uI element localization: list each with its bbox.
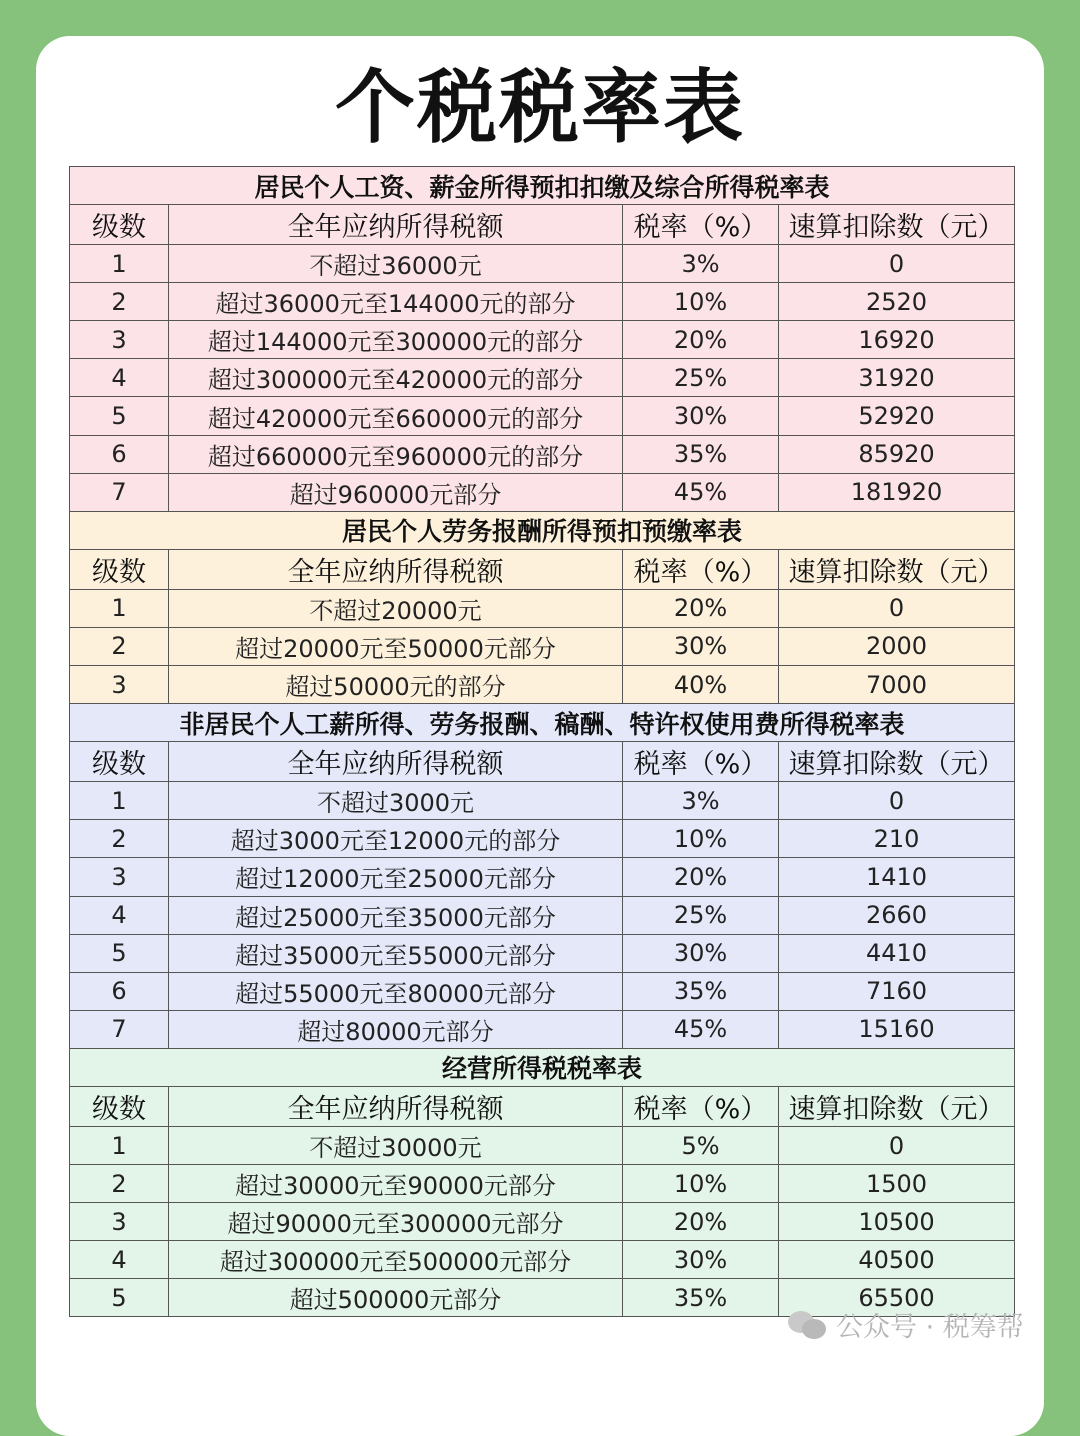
deduction-cell: 1410 xyxy=(779,858,1015,896)
header-amount: 全年应纳所得税额 xyxy=(169,549,623,589)
rate-cell: 35% xyxy=(623,972,779,1010)
header-deduction: 速算扣除数（元） xyxy=(779,205,1015,245)
header-level: 级数 xyxy=(70,742,169,782)
table-row xyxy=(70,934,1015,972)
amount-cell: 超过3000元至12000元的部分 xyxy=(169,820,623,858)
amount-cell: 超过55000元至80000元部分 xyxy=(169,972,623,1010)
header-rate: 税率（%） xyxy=(623,205,779,245)
deduction-cell: 0 xyxy=(779,782,1015,820)
header-deduction: 速算扣除数（元） xyxy=(779,742,1015,782)
section-title-row xyxy=(70,704,1015,742)
table-row xyxy=(70,1203,1015,1241)
level-cell: 3 xyxy=(70,666,169,704)
deduction-cell: 7000 xyxy=(779,666,1015,704)
section-title-row xyxy=(70,167,1015,205)
deduction-cell: 4410 xyxy=(779,934,1015,972)
header-level: 级数 xyxy=(70,1086,169,1126)
level-cell: 1 xyxy=(70,245,169,283)
watermark xyxy=(788,1304,1024,1344)
amount-cell: 超过36000元至144000元的部分 xyxy=(169,283,623,321)
section-title-row xyxy=(70,1048,1015,1086)
section-title: 经营所得税税率表 xyxy=(70,1048,1015,1086)
header-rate: 税率（%） xyxy=(623,1086,779,1126)
amount-cell: 超过300000元至420000元的部分 xyxy=(169,359,623,397)
rate-cell: 35% xyxy=(623,1279,779,1317)
amount-cell: 超过12000元至25000元部分 xyxy=(169,858,623,896)
deduction-cell: 1500 xyxy=(779,1165,1015,1203)
deduction-cell: 85920 xyxy=(779,435,1015,473)
deduction-cell: 0 xyxy=(779,1126,1015,1164)
amount-cell: 超过300000元至500000元部分 xyxy=(169,1241,623,1279)
rate-cell: 20% xyxy=(623,858,779,896)
rate-cell: 25% xyxy=(623,896,779,934)
level-cell: 1 xyxy=(70,782,169,820)
level-cell: 4 xyxy=(70,1241,169,1279)
table-header-row xyxy=(70,742,1015,782)
rate-cell: 3% xyxy=(623,245,779,283)
table-row xyxy=(70,397,1015,435)
section-title: 居民个人工资、薪金所得预扣扣缴及综合所得税率表 xyxy=(70,167,1015,205)
level-cell: 2 xyxy=(70,627,169,665)
table-row xyxy=(70,972,1015,1010)
rate-cell: 30% xyxy=(623,397,779,435)
deduction-cell: 31920 xyxy=(779,359,1015,397)
deduction-cell: 52920 xyxy=(779,397,1015,435)
table-row xyxy=(70,1241,1015,1279)
table-row xyxy=(70,435,1015,473)
deduction-cell: 2520 xyxy=(779,283,1015,321)
level-cell: 7 xyxy=(70,473,169,511)
table-row xyxy=(70,1165,1015,1203)
amount-cell: 超过660000元至960000元的部分 xyxy=(169,435,623,473)
table-row xyxy=(70,245,1015,283)
rate-cell: 10% xyxy=(623,820,779,858)
level-cell: 2 xyxy=(70,283,169,321)
table-row xyxy=(70,782,1015,820)
table-row xyxy=(70,1126,1015,1164)
watermark-text: 公众号 · 税筹帮 xyxy=(836,1311,1024,1343)
rate-cell: 40% xyxy=(623,666,779,704)
deduction-cell: 7160 xyxy=(779,972,1015,1010)
level-cell: 3 xyxy=(70,321,169,359)
level-cell: 1 xyxy=(70,589,169,627)
rate-cell: 20% xyxy=(623,321,779,359)
level-cell: 1 xyxy=(70,1126,169,1164)
rate-cell: 45% xyxy=(623,1010,779,1048)
rate-cell: 30% xyxy=(623,1241,779,1279)
amount-cell: 超过20000元至50000元部分 xyxy=(169,627,623,665)
level-cell: 6 xyxy=(70,972,169,1010)
amount-cell: 不超过3000元 xyxy=(169,782,623,820)
header-deduction: 速算扣除数（元） xyxy=(779,1086,1015,1126)
header-deduction: 速算扣除数（元） xyxy=(779,549,1015,589)
page-title: 个税税率表 xyxy=(335,61,745,154)
header-rate: 税率（%） xyxy=(623,742,779,782)
deduction-cell: 16920 xyxy=(779,321,1015,359)
rate-cell: 20% xyxy=(623,589,779,627)
amount-cell: 超过500000元部分 xyxy=(169,1279,623,1317)
table-header-row xyxy=(70,1086,1015,1126)
table-row xyxy=(70,473,1015,511)
rate-cell: 30% xyxy=(623,627,779,665)
table-row xyxy=(70,1010,1015,1048)
amount-cell: 不超过20000元 xyxy=(169,589,623,627)
level-cell: 3 xyxy=(70,858,169,896)
deduction-cell: 181920 xyxy=(779,473,1015,511)
table-row xyxy=(70,666,1015,704)
amount-cell: 超过35000元至55000元部分 xyxy=(169,934,623,972)
rate-cell: 30% xyxy=(623,934,779,972)
deduction-cell: 0 xyxy=(779,589,1015,627)
table-row xyxy=(70,896,1015,934)
deduction-cell: 15160 xyxy=(779,1010,1015,1048)
table-row xyxy=(70,820,1015,858)
level-cell: 6 xyxy=(70,435,169,473)
amount-cell: 不超过36000元 xyxy=(169,245,623,283)
tax-rate-table xyxy=(69,166,1015,1317)
level-cell: 2 xyxy=(70,820,169,858)
level-cell: 4 xyxy=(70,896,169,934)
rate-cell: 45% xyxy=(623,473,779,511)
amount-cell: 超过144000元至300000元的部分 xyxy=(169,321,623,359)
table-header-row xyxy=(70,549,1015,589)
level-cell: 7 xyxy=(70,1010,169,1048)
amount-cell: 超过80000元部分 xyxy=(169,1010,623,1048)
section-title: 非居民个人工薪所得、劳务报酬、稿酬、特许权使用费所得税率表 xyxy=(70,704,1015,742)
amount-cell: 不超过30000元 xyxy=(169,1126,623,1164)
amount-cell: 超过50000元的部分 xyxy=(169,666,623,704)
header-level: 级数 xyxy=(70,549,169,589)
table-row xyxy=(70,283,1015,321)
level-cell: 2 xyxy=(70,1165,169,1203)
rate-cell: 20% xyxy=(623,1203,779,1241)
rate-cell: 35% xyxy=(623,435,779,473)
deduction-cell: 2660 xyxy=(779,896,1015,934)
header-level: 级数 xyxy=(70,205,169,245)
rate-cell: 10% xyxy=(623,283,779,321)
table-row xyxy=(70,359,1015,397)
deduction-cell: 0 xyxy=(779,245,1015,283)
deduction-cell: 65500 xyxy=(779,1279,1015,1317)
level-cell: 3 xyxy=(70,1203,169,1241)
amount-cell: 超过90000元至300000元部分 xyxy=(169,1203,623,1241)
amount-cell: 超过25000元至35000元部分 xyxy=(169,896,623,934)
deduction-cell: 210 xyxy=(779,820,1015,858)
rate-cell: 10% xyxy=(623,1165,779,1203)
rate-cell: 5% xyxy=(623,1126,779,1164)
deduction-cell: 2000 xyxy=(779,627,1015,665)
rate-cell: 3% xyxy=(623,782,779,820)
level-cell: 5 xyxy=(70,934,169,972)
table-row xyxy=(70,627,1015,665)
table-header-row xyxy=(70,205,1015,245)
amount-cell: 超过420000元至660000元的部分 xyxy=(169,397,623,435)
header-amount: 全年应纳所得税额 xyxy=(169,1086,623,1126)
table-row xyxy=(70,589,1015,627)
wechat-icon xyxy=(788,1309,828,1339)
amount-cell: 超过960000元部分 xyxy=(169,473,623,511)
level-cell: 4 xyxy=(70,359,169,397)
header-rate: 税率（%） xyxy=(623,549,779,589)
header-amount: 全年应纳所得税额 xyxy=(169,742,623,782)
header-amount: 全年应纳所得税额 xyxy=(169,205,623,245)
deduction-cell: 10500 xyxy=(779,1203,1015,1241)
level-cell: 5 xyxy=(70,1279,169,1317)
section-title-row xyxy=(70,511,1015,549)
rate-cell: 25% xyxy=(623,359,779,397)
section-title: 居民个人劳务报酬所得预扣预缴率表 xyxy=(70,511,1015,549)
level-cell: 5 xyxy=(70,397,169,435)
table-row xyxy=(70,858,1015,896)
amount-cell: 超过30000元至90000元部分 xyxy=(169,1165,623,1203)
deduction-cell: 40500 xyxy=(779,1241,1015,1279)
table-row xyxy=(70,321,1015,359)
